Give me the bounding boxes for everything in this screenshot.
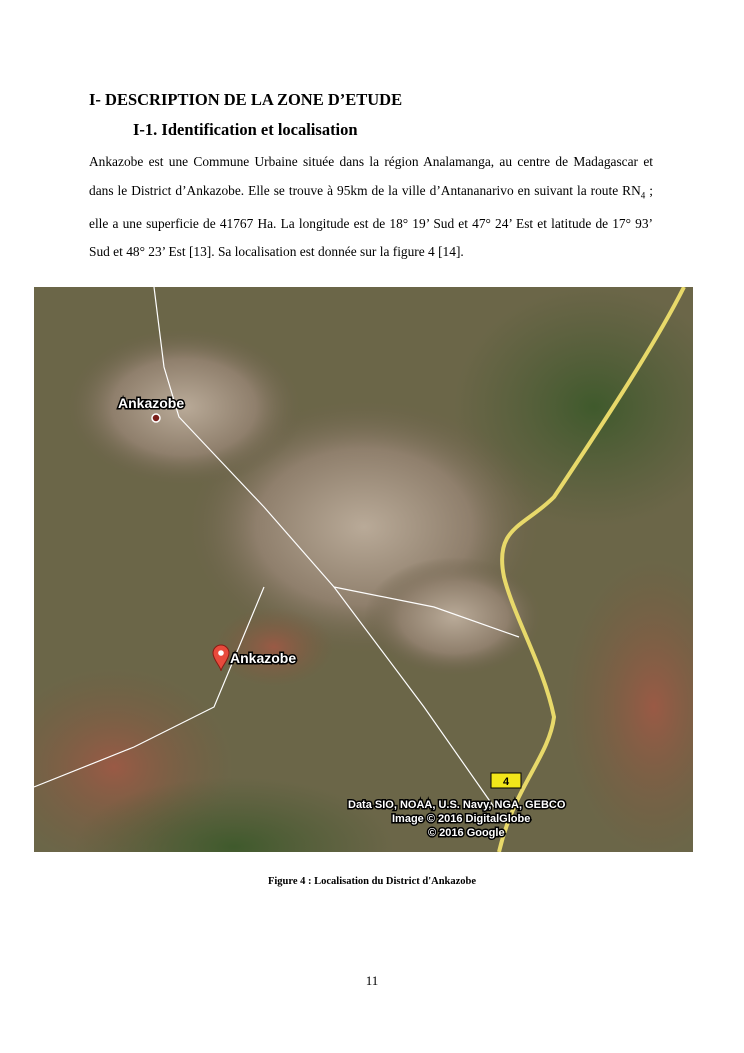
paragraph-text-2: ; elle a une superficie de 41767 Ha. La longitude est de 18° 19’ Sud et 47° 24’ Est et latitude de 17° 93’ Sud et 48° 23’ Est [13]. Sa localisation est donnée sur la figure 4 [14]. bbox=[89, 182, 653, 260]
satellite-map bbox=[34, 287, 693, 852]
section-title: I- DESCRIPTION DE LA ZONE D’ETUDE bbox=[89, 90, 403, 109]
map-label-top: Ankazobe bbox=[118, 395, 185, 411]
attribution-image: Image © 2016 DigitalGlobe bbox=[392, 813, 531, 825]
attribution-google: © 2016 Google bbox=[428, 827, 505, 839]
paragraph-text-1: Ankazobe est une Commune Urbaine située dans la région Analamanga, au centre de Madagascar et dans le District d’Ankazobe. Elle se trouve à 95km de la ville d’Antananarivo en suivant la route RN bbox=[89, 154, 653, 198]
town-marker-icon bbox=[152, 414, 160, 422]
satellite-map-figure bbox=[34, 287, 693, 852]
attribution-data: Data SIO, NOAA, U.S. Navy, NGA, GEBCO bbox=[348, 799, 566, 811]
route-shield bbox=[491, 773, 521, 788]
figure-caption: Figure 4 : Localisation du District d'Ankazobe bbox=[267, 876, 477, 887]
map-label-pin: Ankazobe bbox=[230, 650, 297, 666]
subsection-title: I-1. Identification et localisation bbox=[133, 120, 358, 139]
paragraph-subscript: 4 bbox=[640, 190, 646, 201]
body-paragraph bbox=[89, 148, 653, 267]
route-shield-number: 4 bbox=[502, 776, 510, 788]
page-number: 11 bbox=[365, 973, 379, 988]
